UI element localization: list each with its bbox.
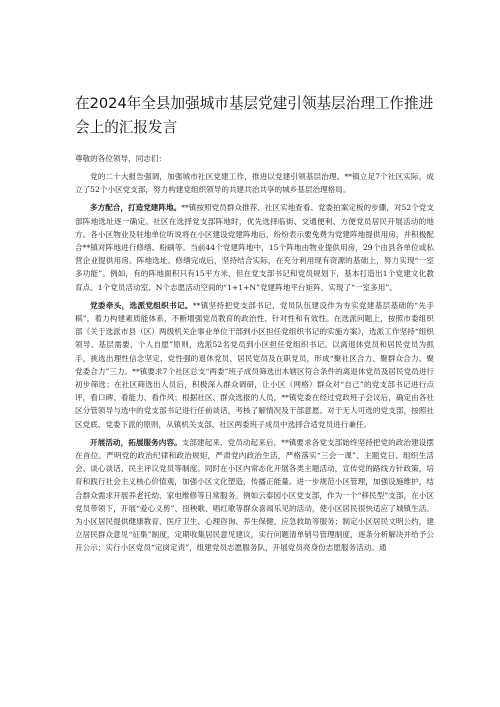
paragraph-text: 支部建起来、党员动起来后，**镇要求各党支部始终坚持把党的政治建设摆在首位。严明党的政治纪律和政治规矩，严肃党内政治生活，严格落实“三会一课”、主题党日、组织生活会、谈心谈话、民主评议党员等制度。同时在小区内常态化开展各类主题活动，宣传党的路线方针政策，培育和践行社会主义核心价值观，加强小区文化塑造，传播正能量。进一步规范小区管理，加强设施维护，结合群众需求开展养老托幼、家电维修等日常服务。例如云泰园小区党支部，作为一个“移民型”支部，在小区党员带领下，开展“爱心义剪”、扭秧歌、唱红歌等群众喜闻乐见的活动，使小区居民很快适应了城镇生活。为小区居民提供健康教育、医疗卫生、心理咨询、养生保健、应急救助等服务；制定小区居民文明公约，建立居民群众意见“征集”制度，定期收集居民意见建议，实行问题清单销号管理制度，逐条分析解决并给予公开公示；实行小区党员“定岗定责”，组建党员志愿服务队，开展党员亮身份志愿服务活动。通 bbox=[75, 437, 434, 553]
paragraph-text: **镇坚持把党支部书记、党员队伍建设作为夯实党建基层基础的“先手棋”，着力构建素质能体系，不断增强党员教育的政治性、针对性和有效性。在选派问题上，按照市委组织部《关于选派市县（区）两级机关企事业单位干部到小区担任党组织书记的实施方案》，选派工作坚持“组织领导、基层需要、个人自愿”原则，选派52名党员到小区担任党组织书记。以离退休党员和居民党员为抓手，挑选出理性信念坚定、党性强的退休党员、居民党员及在职党员，形成“聚社区合力、聚群众合力、聚党委合力”三力。**镇要求7个社区总支“两委”班子成员筛选出本辖区符合条件的离退休党员及居民党员进行初步筛选；在社区筛选出人员后，积极深入群众调研，让小区（网格）群众对“自己”的党支部书记进行点评，看口碑、看能力、看作风；根据社区、群众选报的人员，**镇党委在经过党政班子会议后，确定由各社区分管领导与选中的党支部书记进行任前谈话，考核了解情况及干部意愿。对于无人可选的党支部，按照社区党底、党委下派的原则，从镇机关支部、社区两委班子成员中选择合适党员进行兼任。 bbox=[75, 300, 434, 429]
salutation: 尊敬的各位领导，同志们： bbox=[75, 154, 167, 163]
paragraph-heading: 开展活动，拓展服务内容。 bbox=[90, 437, 182, 447]
paragraph-activities bbox=[75, 436, 434, 555]
paragraph-heading: 多方配合，打造党建阵地。 bbox=[90, 203, 182, 213]
paragraph-text: **镇按照党员群众推荐、社区实地查看、党委拍案定板的步骤，对52个党支部阵地选址逐一确定。社区在选择党支部阵地时，优先选择临街、交通便利、方便党员居民开展活动的地方。各小区物业及驻地单位听说将在小区建设党建阵地后，纷纷表示要免费为党建阵地提供用房，并积极配合**镇对阵地进行修缮、粉刷等。当前44个党建阵地中，15个阵地由物业提供用房，29个由县各单位或私营企业提供用房。阵地选址、修缮完成后，坚持结合实际，在充分利用现有资源的基础上，努力实现“一室多功能”。例如，有的阵地面积只有15平方米，但在党支部书记和党员规划下，基本打造出1个党建文化教育点、1个党员活动室、N个志愿活动空间的“1+1+N”党建阵地平台矩阵，实现了“一室多用”。 bbox=[75, 203, 434, 292]
paragraph-heading: 党委牵头，选派党组织书记。 bbox=[90, 300, 193, 310]
paragraph-position bbox=[75, 201, 434, 293]
document-title: 在2024年全县加强城市基层党建引领基层治理工作推进会上的汇报发言 bbox=[75, 95, 434, 136]
paragraph-intro bbox=[75, 170, 434, 196]
paragraph-secretary bbox=[75, 299, 434, 431]
paragraph-text: 党的二十大报告强调，加强城市社区党建工作，推进以党建引领基层治理。**镇立足7个社区实际，成立了52个小区党支部，努力构建党组织领导的共建共治共享的城乡基层治理格局。 bbox=[75, 172, 434, 195]
